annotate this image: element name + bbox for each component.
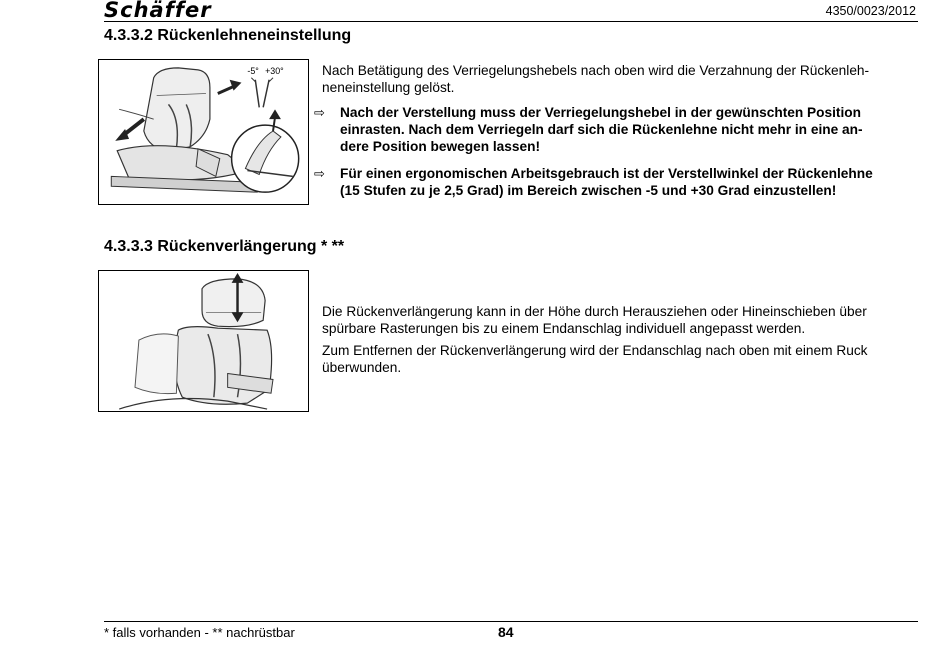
note-locking-lever <box>314 104 863 155</box>
brand-logo: Schäffer <box>104 0 212 22</box>
arrow-right-icon: ⇨ <box>314 166 325 181</box>
paragraph-line: Nach Betätigung des Verriegelungshebels nach oben wird die Verzahnung der Rückenleh- <box>322 63 870 78</box>
angle-label-minus: -5° <box>247 65 259 76</box>
footnote: * falls vorhanden - ** nachrüstbar <box>104 625 295 640</box>
document-number: 4350/0023/2012 <box>825 4 916 18</box>
page-number: 84 <box>498 624 514 640</box>
backrest-adjustment-paragraph <box>322 62 869 96</box>
note-line: dere Position bewegen lassen! <box>340 139 541 154</box>
backrest-adjustment-figure <box>98 59 309 205</box>
section-heading-backrest-extension: 4.3.3.3 Rückenverlängerung * ** <box>104 238 345 255</box>
paragraph-line: Die Rückenverlängerung kann in der Höhe durch Herausziehen oder Hineinschieben über <box>322 304 867 319</box>
headrest-extension-illustration <box>99 271 308 411</box>
paragraph-line: Zum Entfernen der Rückenverlängerung wird der Endanschlag nach oben mit einem Ruck <box>322 343 868 358</box>
paragraph-line: neneinstellung gelöst. <box>322 80 455 95</box>
paragraph-line: spürbare Rasterungen bis zu einem Endanschlag individuell angepasst werden. <box>322 321 806 336</box>
note-line: Für einen ergonomischen Arbeitsgebrauch ist der Verstellwinkel der Rückenlehne <box>340 166 873 181</box>
angle-label-plus: +30° <box>265 65 284 76</box>
page-footer <box>104 621 918 644</box>
backrest-extension-figure <box>98 270 309 412</box>
arrow-right-icon: ⇨ <box>314 105 325 120</box>
note-ergonomic-angle <box>314 165 873 199</box>
extension-removal-paragraph <box>322 342 868 376</box>
note-line: Nach der Verstellung muss der Verriegelungshebel in der gewünschten Position <box>340 105 862 120</box>
note-line: (15 Stufen zu je 2,5 Grad) im Bereich zwischen -5 und +30 Grad einzustellen! <box>340 183 837 198</box>
seat-backrest-illustration <box>99 60 308 204</box>
extension-height-paragraph <box>322 303 867 337</box>
page-header <box>104 0 918 22</box>
section-heading-backrest-adjustment: 4.3.3.2 Rückenlehneneinstellung <box>104 27 352 44</box>
paragraph-line: überwunden. <box>322 360 402 375</box>
note-line: einrasten. Nach dem Verriegeln darf sich die Rückenlehne nicht mehr in eine an- <box>340 122 863 137</box>
